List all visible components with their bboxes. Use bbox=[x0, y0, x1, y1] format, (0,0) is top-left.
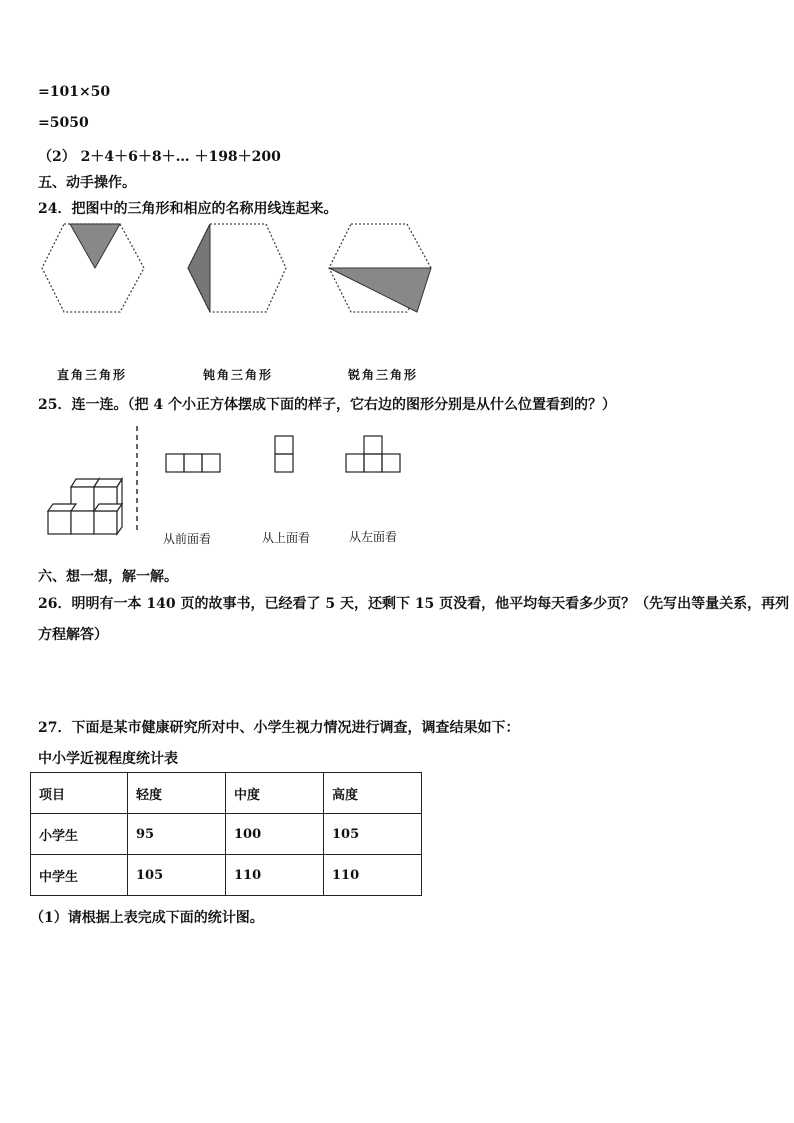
table-cell: 100 bbox=[226, 814, 324, 855]
table-header-cell: 轻度 bbox=[128, 773, 226, 814]
triangle-label-acute: 锐角三角形 bbox=[348, 368, 419, 382]
table-row bbox=[31, 855, 422, 896]
view-label-front: 从前面看 bbox=[163, 532, 212, 546]
table-cell: 105 bbox=[324, 814, 422, 855]
question-26-line-2: 方程解答） bbox=[38, 627, 108, 643]
myopia-statistics-table bbox=[30, 772, 422, 896]
hexagon-3 bbox=[329, 224, 431, 312]
table-header-row bbox=[31, 773, 422, 814]
view-front-shape bbox=[166, 454, 220, 472]
problem-part-2: （2） 2＋4＋6＋8＋… ＋198＋200 bbox=[38, 149, 281, 165]
table-header-cell: 中度 bbox=[226, 773, 324, 814]
cube-figure bbox=[44, 424, 414, 536]
section-heading-5: 五、动手操作。 bbox=[38, 175, 136, 191]
question-24: 24．把图中的三角形和相应的名称用线连起来。 bbox=[38, 201, 338, 217]
view-top-shape bbox=[275, 436, 293, 472]
question-25: 25．连一连。（把 4 个小正方体摆成下面的样子，它右边的图形分别是从什么位置看到的？） bbox=[38, 397, 616, 413]
triangle-label-right: 直角三角形 bbox=[57, 368, 128, 382]
table-header-cell: 项目 bbox=[31, 773, 128, 814]
table-cell: 110 bbox=[226, 855, 324, 896]
table-row bbox=[31, 814, 422, 855]
equation-line-2: =5050 bbox=[38, 115, 89, 131]
view-left-shape bbox=[346, 436, 400, 472]
hexagon-1 bbox=[42, 224, 144, 312]
table-cell: 中学生 bbox=[31, 855, 128, 896]
table-title: 中小学近视程度统计表 bbox=[38, 751, 178, 767]
table-cell: 110 bbox=[324, 855, 422, 896]
equation-line-1: =101×50 bbox=[38, 84, 111, 100]
cube-stack-drawing bbox=[48, 479, 122, 534]
question-26-line-1: 26．明明有一本 140 页的故事书，已经看了 5 天，还剩下 15 页没看，他平均每天看多少页？（先写出等量关系，再列 bbox=[38, 596, 790, 612]
table-header-cell: 高度 bbox=[324, 773, 422, 814]
section-heading-6: 六、想一想，解一解。 bbox=[38, 569, 178, 585]
triangle-label-obtuse: 钝角三角形 bbox=[203, 368, 274, 382]
table-cell: 小学生 bbox=[31, 814, 128, 855]
view-label-left: 从左面看 bbox=[349, 530, 398, 544]
hexagon-2 bbox=[188, 224, 286, 312]
table-cell: 95 bbox=[128, 814, 226, 855]
hexagon-figures bbox=[40, 222, 440, 318]
view-label-top: 从上面看 bbox=[262, 531, 311, 545]
subquestion-1: （1）请根据上表完成下面的统计图。 bbox=[30, 910, 264, 926]
question-27: 27．下面是某市健康研究所对中、小学生视力情况进行调查，调查结果如下： bbox=[38, 720, 520, 736]
table-cell: 105 bbox=[128, 855, 226, 896]
